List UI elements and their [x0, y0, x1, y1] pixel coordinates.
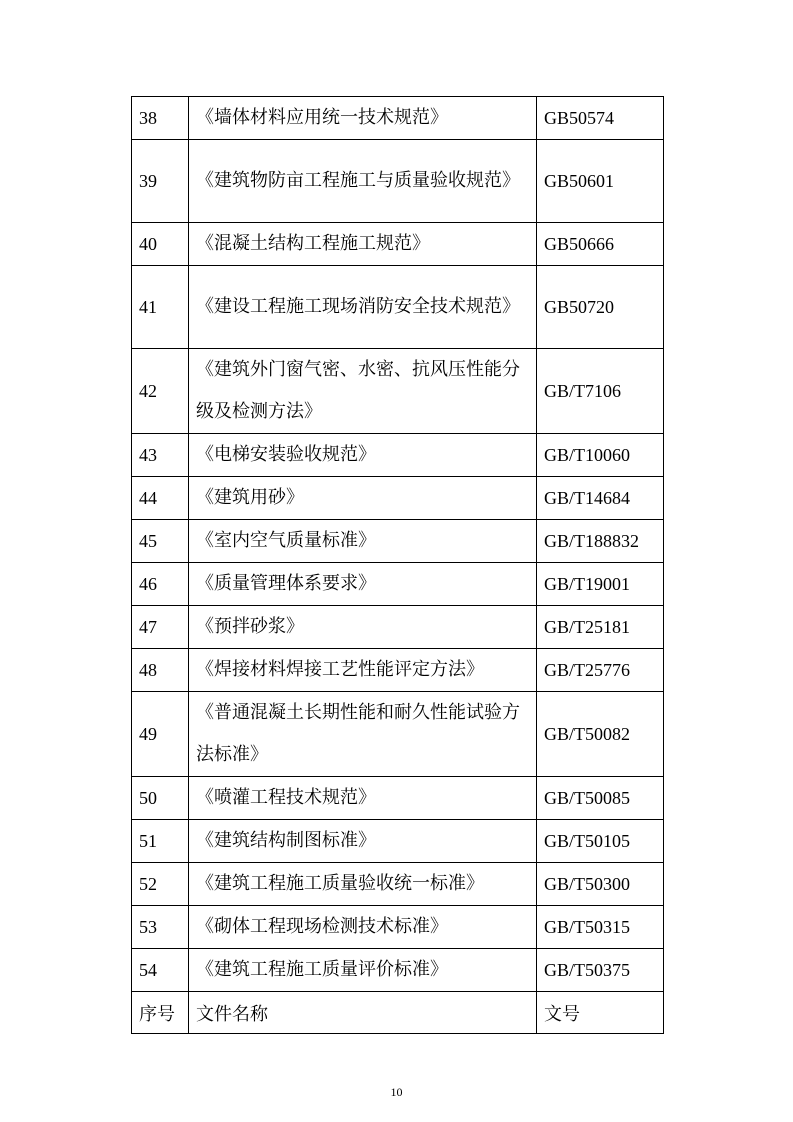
document-code: GB/T50105: [537, 820, 664, 863]
table-row: [132, 349, 664, 434]
document-code: GB/T50085: [537, 777, 664, 820]
table-row: [132, 477, 664, 520]
document-code: GB/T50315: [537, 906, 664, 949]
document-code: GB/T188832: [537, 520, 664, 563]
document-name: 《混凝土结构工程施工规范》: [189, 223, 537, 266]
table-row: [132, 777, 664, 820]
document-code: GB/T50300: [537, 863, 664, 906]
row-number: 52: [132, 863, 189, 906]
document-name: 《电梯安装验收规范》: [189, 434, 537, 477]
header-number: 序号: [132, 992, 189, 1034]
table-row: [132, 820, 664, 863]
document-name: 《建筑物防亩工程施工与质量验收规范》: [189, 140, 537, 223]
row-number: 39: [132, 140, 189, 223]
table-row: [132, 520, 664, 563]
document-code: GB50574: [537, 97, 664, 140]
document-name: 《建筑工程施工质量评价标准》: [189, 949, 537, 992]
table-row: [132, 606, 664, 649]
table-header-row: [132, 992, 664, 1034]
document-code: GB/T7106: [537, 349, 664, 434]
document-name: 《建筑工程施工质量验收统一标准》: [189, 863, 537, 906]
document-name: 《质量管理体系要求》: [189, 563, 537, 606]
document-code: GB/T50082: [537, 692, 664, 777]
standards-table-body: [132, 97, 664, 1034]
header-document-code: 文号: [537, 992, 664, 1034]
document-code: GB/T25776: [537, 649, 664, 692]
document-name: 《砌体工程现场检测技术标准》: [189, 906, 537, 949]
row-number: 50: [132, 777, 189, 820]
row-number: 47: [132, 606, 189, 649]
document-code: GB/T50375: [537, 949, 664, 992]
row-number: 46: [132, 563, 189, 606]
table-row: [132, 649, 664, 692]
table-row: [132, 266, 664, 349]
page-number: 10: [390, 1085, 403, 1099]
table-row: [132, 906, 664, 949]
document-code: GB/T25181: [537, 606, 664, 649]
document-name: 《墙体材料应用统一技术规范》: [189, 97, 537, 140]
table-row: [132, 563, 664, 606]
document-name: 《建筑结构制图标准》: [189, 820, 537, 863]
table-row: [132, 140, 664, 223]
document-name: 《普通混凝土长期性能和耐久性能试验方法标准》: [189, 692, 537, 777]
table-row: [132, 692, 664, 777]
table-row: [132, 434, 664, 477]
document-code: GB/T10060: [537, 434, 664, 477]
table-row: [132, 97, 664, 140]
row-number: 44: [132, 477, 189, 520]
row-number: 54: [132, 949, 189, 992]
header-document-name: 文件名称: [189, 992, 537, 1034]
row-number: 53: [132, 906, 189, 949]
document-name: 《焊接材料焊接工艺性能评定方法》: [189, 649, 537, 692]
standards-table: [131, 96, 664, 1034]
row-number: 45: [132, 520, 189, 563]
table-row: [132, 223, 664, 266]
table-row: [132, 863, 664, 906]
row-number: 48: [132, 649, 189, 692]
document-code: GB/T19001: [537, 563, 664, 606]
row-number: 49: [132, 692, 189, 777]
row-number: 43: [132, 434, 189, 477]
table-row: [132, 949, 664, 992]
document-name: 《建筑用砂》: [189, 477, 537, 520]
row-number: 40: [132, 223, 189, 266]
document-name: 《预拌砂浆》: [189, 606, 537, 649]
row-number: 41: [132, 266, 189, 349]
row-number: 38: [132, 97, 189, 140]
document-name: 《喷灌工程技术规范》: [189, 777, 537, 820]
document-name: 《建设工程施工现场消防安全技术规范》: [189, 266, 537, 349]
document-name: 《室内空气质量标准》: [189, 520, 537, 563]
document-name: 《建筑外门窗气密、水密、抗风压性能分级及检测方法》: [189, 349, 537, 434]
row-number: 51: [132, 820, 189, 863]
document-code: GB50601: [537, 140, 664, 223]
document-code: GB50666: [537, 223, 664, 266]
row-number: 42: [132, 349, 189, 434]
document-code: GB50720: [537, 266, 664, 349]
document-code: GB/T14684: [537, 477, 664, 520]
